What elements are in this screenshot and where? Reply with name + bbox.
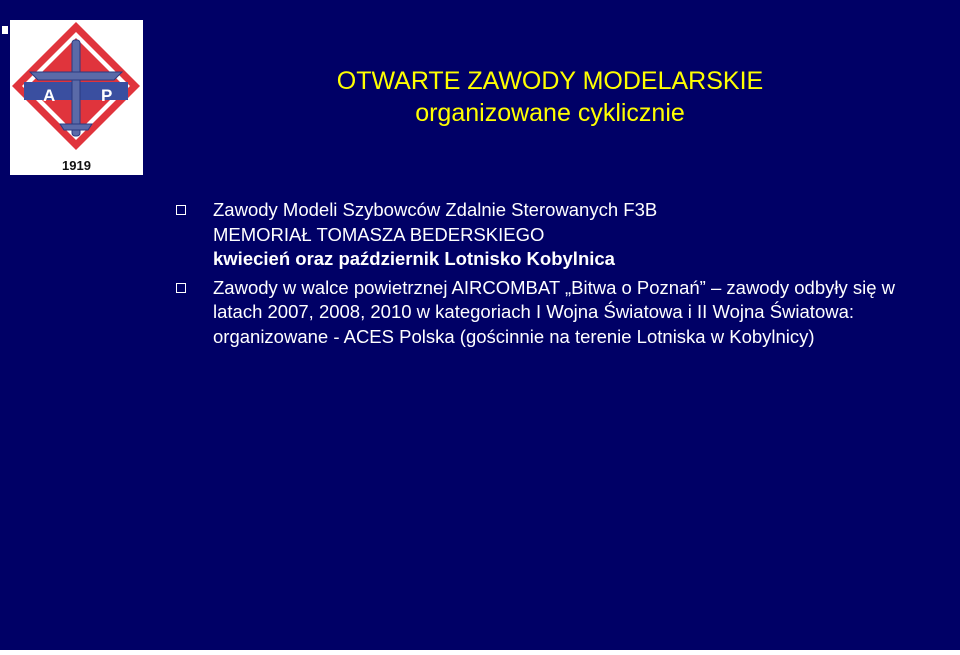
- title-line-2: organizowane cyklicznie: [415, 99, 685, 127]
- square-bullet-icon: [176, 283, 186, 293]
- bullet-list: [176, 198, 921, 353]
- item-1-line-3: kwiecień oraz październik Lotnisko Kobylnica: [213, 248, 615, 269]
- item-2-text: Zawody w walce powietrznej AIRCOMBAT „Bitwa o Poznań” – zawody odbyły się w latach 2007, 2008, 2010 w kategoriach I Wojna Światowa i II Wojna Światowa: organizowane - ACES Polska (gościnnie na terenie Lotniska w Kobylnicy): [213, 276, 896, 347]
- slide-title: [300, 65, 800, 129]
- club-logo: [10, 20, 143, 175]
- logo-letter-a: A: [43, 86, 56, 105]
- bottom-border: [0, 650, 960, 655]
- logo-letter-p: P: [101, 86, 113, 105]
- square-bullet-icon: [176, 205, 186, 215]
- list-item: [176, 198, 921, 272]
- item-1-line-1: Zawody Modeli Szybowców Zdalnie Sterowanych F3B: [213, 199, 658, 220]
- item-1-line-2: MEMORIAŁ TOMASZA BEDERSKIEGO: [213, 223, 545, 245]
- airplane-emblem-icon: [10, 20, 143, 175]
- list-item: [176, 276, 921, 350]
- logo-year: 1919: [62, 158, 91, 173]
- title-line-1: OTWARTE ZAWODY MODELARSKIE: [336, 67, 764, 95]
- corner-mark: [2, 26, 8, 34]
